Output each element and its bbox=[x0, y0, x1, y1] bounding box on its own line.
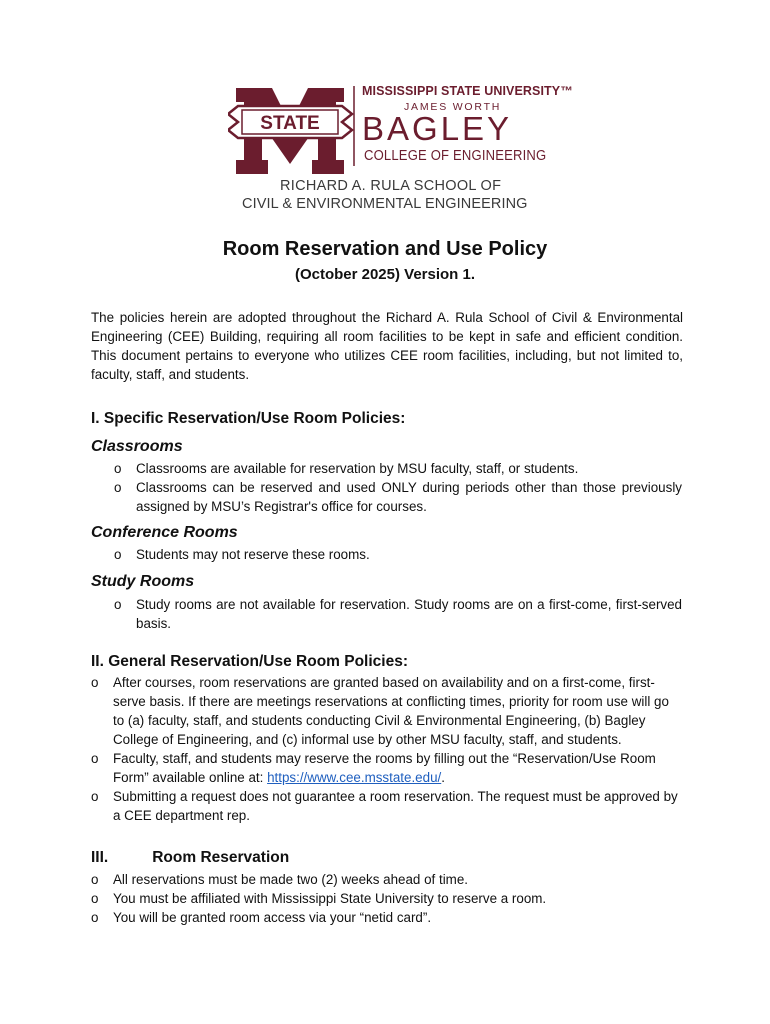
bullet-icon: o bbox=[91, 789, 99, 804]
list-item: o Classrooms can be reserved and used ONLY during periods other than those previously assigned by MSU’s Registrar's office for courses. bbox=[114, 480, 682, 514]
list-item: o Students may not reserve these rooms. bbox=[114, 547, 370, 562]
bullet-icon: o bbox=[91, 891, 99, 906]
college-logo bbox=[228, 80, 573, 220]
study-rooms-heading: Study Rooms bbox=[91, 573, 195, 590]
james-worth-text: JAMES WORTH bbox=[404, 101, 502, 113]
bullet-icon: o bbox=[114, 461, 122, 476]
list-item: o After courses, room reservations are granted based on availability and on a first-come, first-serve basis. If there are meetings reservations at conflicting times, priority for room use will go to (a) faculty, staff, and students conducting Civil & Environmental Engineering, (b) Bagley College of Engineering, and (c) informal use by other MSU faculty, staff, and students. bbox=[91, 675, 669, 747]
bullet-icon: o bbox=[91, 872, 99, 887]
page-subtitle: (October 2025) Version 1. bbox=[294, 266, 476, 283]
university-name: MISSISSIPPI STATE UNIVERSITY™ bbox=[362, 84, 573, 98]
shield-state-text: STATE bbox=[260, 113, 320, 134]
list-item: o Submitting a request does not guarantee a room reservation. The request must be approved by a CEE department rep. bbox=[91, 789, 678, 823]
list-item: o Faculty, staff, and students may reserve the rooms by filling out the “Reservation/Use Room Form” available online at: https://www.cee.msstate.edu/. bbox=[91, 751, 656, 785]
study-list bbox=[114, 595, 682, 633]
bagley-text: BAGLEY bbox=[362, 110, 513, 147]
section-3-number: III. bbox=[91, 849, 109, 866]
section-3-heading bbox=[91, 849, 289, 867]
bullet-icon: o bbox=[114, 597, 122, 612]
intro-paragraph: The policies herein are adopted throughout the Richard A. Rula School of Civil & Environmental Engineering (CEE) Building, requiring all room facilities to be kept in safe and efficient condition. This document pertains to everyone who utilizes CEE room facilities, including, but not limited to, faculty, staff, and students. bbox=[91, 310, 683, 382]
page-title: Room Reservation and Use Policy bbox=[222, 238, 548, 260]
classrooms-heading: Classrooms bbox=[91, 438, 183, 455]
bullet-icon: o bbox=[91, 675, 99, 690]
room-reservation-list bbox=[91, 870, 683, 927]
list-item: o Classrooms are available for reservation by MSU faculty, staff, or students. bbox=[114, 461, 579, 476]
list-item: o All reservations must be made two (2) weeks ahead of time. bbox=[91, 872, 469, 887]
general-policies-list bbox=[91, 673, 683, 825]
list-item: o You must be affiliated with Mississippi State University to reserve a room. bbox=[91, 891, 547, 906]
classrooms-list bbox=[114, 459, 682, 516]
conference-rooms-heading: Conference Rooms bbox=[91, 524, 238, 541]
list-item: o Study rooms are not available for reservation. Study rooms are on a first-come, first-served basis. bbox=[114, 597, 682, 631]
conference-list bbox=[114, 545, 682, 564]
section-1-heading: I. Specific Reservation/Use Room Policies: bbox=[91, 410, 406, 427]
bullet-icon: o bbox=[114, 547, 122, 562]
cee-website-link[interactable]: https://www.cee.msstate.edu/ bbox=[267, 770, 442, 785]
college-name: COLLEGE OF ENGINEERING bbox=[364, 148, 547, 164]
school-name-line2: CIVIL & ENVIRONMENTAL ENGINEERING bbox=[242, 196, 528, 212]
bullet-icon: o bbox=[114, 480, 122, 495]
bullet-icon: o bbox=[91, 751, 99, 766]
school-name-line1: RICHARD A. RULA SCHOOL OF bbox=[280, 178, 502, 194]
section-2-heading: II. General Reservation/Use Room Policies: bbox=[91, 653, 409, 670]
section-3-title: Room Reservation bbox=[152, 849, 290, 866]
list-item: o You will be granted room access via your “netid card”. bbox=[91, 910, 432, 925]
bullet-icon: o bbox=[91, 910, 99, 925]
